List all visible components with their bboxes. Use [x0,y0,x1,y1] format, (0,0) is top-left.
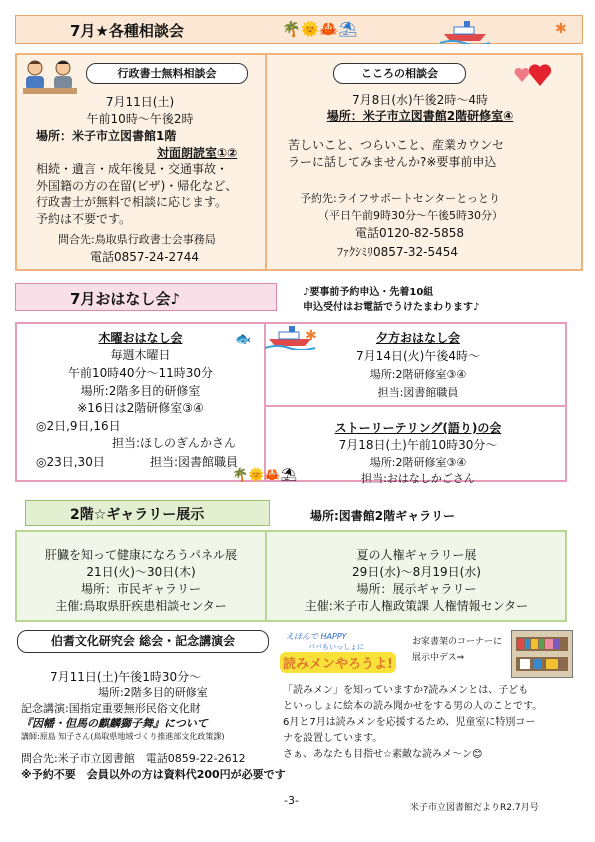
gallery-title: 2階☆ギャラリー展示 [70,507,205,523]
gallery-right-name: 夏の人権ギャラリー展 [356,548,477,562]
evening-place: 場所:2階研修室③④ [369,368,467,381]
heart-phone: 電話0120-82-5858 [355,226,465,240]
yomimen-logo [278,630,393,676]
telling-date: 7月18日(土)午前10時30分〜 [338,438,498,452]
gallery-left-date: 21日(火)〜30日(木) [86,565,196,579]
lecture-line-5: ※予約不要 会員以外の方は資料代200円が必要です [21,768,286,781]
admin-room: 対面朗読室①② [157,146,238,160]
thursday-dates-1: ◎2日,9日,16日 [36,419,121,433]
thursday-note: ※16日は2階研修室③④ [77,401,204,415]
heart-fax: ﾌｧｸｼﾐﾘ0857-32-5454 [337,245,459,259]
gallery-left-org: 主催:鳥取県肝疾患相談センター [55,599,227,613]
story-note-1: ♪要事前予約申込・先着10組 [303,287,434,298]
admin-body-line: 予約は不要です。 [36,211,132,226]
gallery-right-place: 場所：展示ギャラリー [356,582,477,596]
heart-body-line: ラーに話してみませんか?※要事前申込 [288,155,497,169]
hearts-icon [512,60,556,92]
issue-label: 米子市立図書館だよりR2.7月号 [410,803,539,813]
admin-consult-pill: 行政書士無料相談会 [86,63,248,84]
evening-heading: 夕方おはなし会 [375,331,460,345]
gallery-place: 場所:図書館2階ギャラリー [310,509,456,523]
admin-time: 午前10時〜午後2時 [86,112,194,126]
heart-hours: （平日午前9時30分〜午後5時30分） [318,209,503,222]
yomimen-logo-main: 読みメンやろうよ! [280,652,396,673]
telling-place: 場所:2階研修室③④ [369,456,467,469]
lecture-place: 場所:2階多目的研修室 [98,686,208,699]
admin-body [36,161,237,227]
ship-icon [440,18,490,48]
lecture-date: 7月11日(土)午後1時30分〜 [50,670,202,684]
heart-body [288,137,504,171]
heart-contact: 予約先:ライフサポートセンターとっとり [300,192,501,205]
crab-icon: 🦀 [264,468,281,483]
bookshelf-photo [511,630,573,678]
story-divider-horizontal [264,405,567,407]
heart-consult-pill: こころの相談会 [333,63,466,84]
telling-heading: ストーリーテリング(語り)の会 [334,421,502,435]
gallery-divider [265,530,267,622]
gallery-right-org: 主催:米子市人権政策課 人権情報センター [304,599,529,613]
thursday-staff-2: 担当:図書館職員 [150,455,239,469]
yomimen-logo-top: えほんで HAPPY [286,632,347,641]
fish-icon: 🐟 [235,332,252,347]
admin-contact: 問合先:鳥取県行政書士会事務局 [58,233,216,246]
thursday-staff-1: 担当:ほしのぎんかさん [112,436,237,450]
yomimen-body-line: といっしょに絵本の読み聞かせをする男の人のことです。 [283,701,543,712]
consult-title: 7月★各種相談会 [70,22,184,40]
corner-text-1: お家書架のコーナーに [412,637,503,647]
heart-place: 場所：米子市立図書館2階研修室④ [326,109,514,123]
admin-phone: 電話0857-24-2744 [90,250,200,264]
palm-tree-icon: 🌴 [232,468,249,483]
lecture-line-4: 問合先:米子市立図書館 電話0859-22-2612 [21,752,246,765]
crab-icon: 🦀 [319,20,339,38]
palm-tree-icon: 🌴 [282,20,301,38]
thursday-time: 午前10時40分〜11時30分 [67,366,214,380]
lecture-line-1: 記念講演:国指定重要無形民俗文化財 [21,702,201,715]
story-note-2: 申込受付はお電話でうけたまわります♪ [303,302,480,313]
yomimen-body-line: さぁ、あなたも目指せ☆素敵な読みメ〜ン😊 [283,749,483,760]
yomimen-body-line: 「読みメン」を知っていますか?読みメンとは、子ども [283,685,529,696]
admin-body-line: 行政書士が無料で相談に応じます。 [36,195,228,209]
heart-date: 7月8日(水)午後2時〜4時 [352,93,488,107]
lecture-pill: 伯耆文化研究会 総会・記念講演会 [17,630,269,653]
yomimen-body [283,683,542,763]
sun-icon: 🌞 [248,468,265,483]
thursday-every: 毎週木曜日 [110,348,171,362]
yomimen-body-line: 6月と7月は読みメンを応援するため、児童室に特別コー [283,717,536,728]
starfish-icon: ✱ [305,328,317,344]
heart-body-line: 苦しいこと、つらいこと、産業カウンセ [288,138,505,152]
gallery-left-name: 肝臓を知って健康になろうパネル展 [44,548,237,562]
story-title: 7月おはなし会♪ [70,290,181,308]
thursday-heading: 木曜おはなし会 [98,331,183,345]
evening-staff: 担当:図書館職員 [377,386,459,399]
admin-body-line: 相続・遺言・成年後見・交通事故・ [36,162,229,176]
sun-icon: 🌞 [300,20,320,38]
yomimen-body-line: ナを設置しています。 [283,733,383,744]
umbrella-icon: ⛱ [280,468,298,483]
yomimen-logo-sub: パパもいっしょに [308,643,364,651]
admin-place: 場所：米子市立図書館1階 [36,129,177,143]
lecture-line-2: 『因幡・但馬の麒麟獅子舞』について [21,717,208,730]
corner-text-2: 展示中デス⇒ [412,653,465,663]
lecture-line-3: 講師:原島 知子さん(鳥取県地域づくり推進部文化政策課) [21,732,225,741]
page-number: -3- [284,794,299,807]
admin-date: 7月11日(土) [105,95,175,109]
gallery-left-place: 場所：市民ギャラリー [80,582,201,596]
thursday-dates-2: ◎23日,30日 [36,455,105,469]
consult-divider [265,53,267,271]
umbrella-icon: ⛱ [338,20,358,38]
beach-decoration [232,468,297,483]
admin-body-line: 外国籍の方の在留(ビザ)・帰化など、 [36,178,238,193]
summer-decoration [282,20,357,38]
gallery-right-date: 29日(水)〜8月19日(水) [352,565,481,579]
telling-staff: 担当:おはなしかごさん [361,472,475,485]
starfish-icon: ✱ [555,21,567,37]
evening-date: 7月14日(火)午後4時〜 [356,349,480,363]
thursday-place: 場所:2階多目的研修室 [80,384,201,398]
